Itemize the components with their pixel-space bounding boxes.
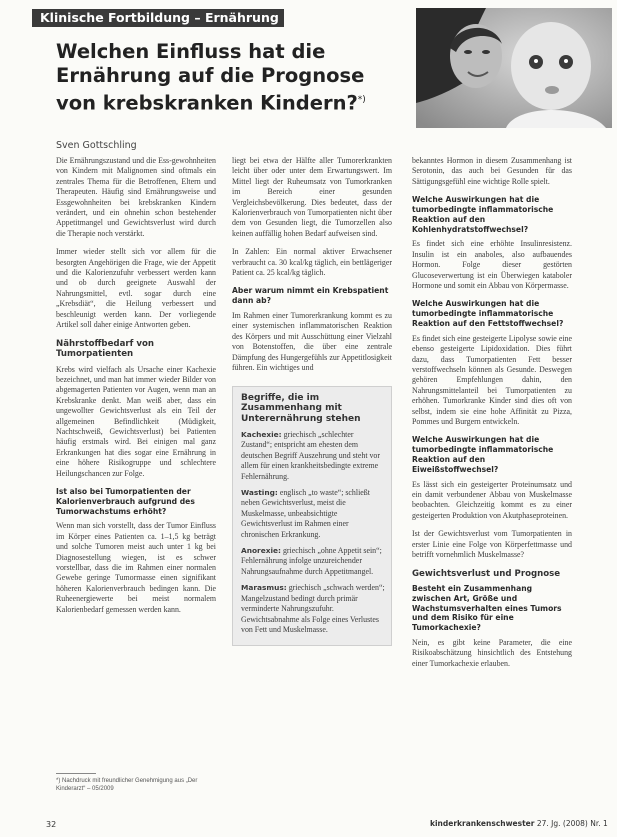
journal-issue: 27. Jg. (2008) Nr. 1 [536, 819, 608, 828]
journal-name: kinderkrankenschwester [430, 819, 535, 828]
paragraph: Nein, es gibt keine Parameter, die eine Risikoabschätzung hinsichtlich des Entstehung einer Tumorkachexie erlauben. [412, 638, 572, 668]
glossary-definition: englisch „to waste“; schließt neben Gewichtsverlust, meist die Muskelmasse, unbeabsichtigte Gewichtsverlust im Rahmen einer chronischen Erkrankung. [241, 488, 370, 539]
question-heading: Ist also bei Tumorpatienten der Kalorienverbrauch aufgrund des Tumorwachstums erhöht? [56, 486, 195, 516]
article-title [56, 40, 396, 116]
paragraph: In Zahlen: Ein normal aktiver Erwachsener verbraucht ca. 30 kcal/kg täglich, ein bettlägeriger Patient ca. 25 kcal/kg täglich. [232, 247, 392, 278]
footnote-divider [56, 773, 96, 774]
glossary-definition: griechisch „ohne Appetit sein“; Fehlernährung infolge unzureichender Nahrungsaufnahme durch Appetitmangel. [241, 546, 382, 576]
glossary-term: Kachexie: [241, 430, 282, 439]
subheading: Nährstoffbedarf von Tumorpatienten [56, 338, 154, 359]
glossary-box [232, 386, 392, 647]
text-column-1 [56, 156, 216, 623]
paragraph: Wenn man sich vorstellt, dass der Tumor Einfluss im Körper eines Patienten ca. 1–1,5 kg beträgt und solche Tumoren meist auch unter 1 kg bei Diagnosestellung wiegen, ist es schwer vorstellbar, dass die im Rahmen einer normalen Gewebe geringe Tumormasse einen signifikant höheren Kalorienverbrauch bedingen kann. Die Ruheenergiewerte bei meist normalem Kalorienbedarf gemessen werden kann. [56, 521, 216, 614]
question-heading: Welche Auswirkungen hat die tumorbedingte inflammatorische Reaktion auf den Kohlenhydratstoffwechsel? [412, 195, 554, 234]
paragraph: Immer wieder stellt sich vor allem für die besorgten Angehörigen die Frage, wie der Appetit und die Kalorienzufuhr verbessert werden kann und ob durch geeignete Auswahl der Nahrungsmittel, evtl. sogar durch eine „Krebsdiät“, die Heilung verbessert und beschleunigt werden kann. Der vorliegende Artikel soll daher einige Antworten geben. [56, 247, 216, 330]
paragraph: Krebs wird vielfach als Ursache einer Kachexie bezeichnet, und man hat immer wieder Bilder von abgemagerten Patienten vor Augen, wenn man an Krebskranke denkt. Man weiß aber, dass ein ungewollter Gewichtsverlust als ein Teil der allgemeinen Befindlichkeit (Müdigkeit, Nachtschweiß, Gewichtsverlust) bei Patienten häufig erstmals wird. Bei einigen mal ganz Erkrankungen hat dies sogar eine Ernährung in eine höhere Risikogruppe und schlechtere Heilungschancen zur Folge. [56, 364, 216, 478]
question-heading: Welche Auswirkungen hat die tumorbedingte inflammatorische Reaktion auf den Eiweißstoffwechsel? [412, 435, 554, 474]
paragraph: Im Rahmen einer Tumorerkrankung kommt es zu einer systemischen inflammatorischen Reaktion des Körpers und mit Ausschüttung einer Vielzahl von Botenstoffen, die über eine zentrale Dämpfung des Hungergefühls zur Appetitlosigkeit führen. Ein wichtiges und [232, 311, 392, 373]
paragraph: bekanntes Hormon in diesem Zusammenhang ist Serotonin, das auch bei Gesunden für das Sättigungsgefühl eine wichtige Rolle spielt. [412, 156, 572, 186]
question-heading: Besteht ein Zusammenhang zwischen Art, Größe und Wachstumsverhalten eines Tumors und dem Risiko für eine Tumorkachexie? [412, 584, 562, 633]
glossary-title: Begriffe, die im Zusammenhang mit Unterernährung stehen [241, 392, 361, 424]
journal-footer [430, 819, 608, 828]
glossary-entry [241, 488, 385, 540]
subheading: Gewichtsverlust und Prognose [412, 568, 561, 579]
article-title-text: Welchen Einfluss hat die Ernährung auf die Prognose von krebskranken Kindern? [56, 40, 365, 115]
glossary-definition: griechisch „schwach werden“; Mangelzustand bedingt durch primär verminderte Nahrungszufuhr. Gewichtsabnahme als Folge eines Verlustes von Fett und Muskelmasse. [241, 583, 385, 634]
section-rubric: Klinische Fortbildung – Ernährung [32, 9, 284, 27]
paragraph: Die Ernährungszustand und die Ess-gewohnheiten von Kindern mit Malignomen sind oftmals ein zentrales Thema für die Betroffenen, Eltern und Therapeuten. Häufig sind Ernährungsweise und Essgewohnheiten bei krebskranken Kindern verändert, und ein ohnehin schon bestehender Appetitmangel und Gewichtsverlust wird durch die Therapie noch verstärkt. [56, 156, 216, 238]
paragraph: Ist der Gewichtsverlust vom Tumorpatienten in erster Linie eine Folge von Körperfettmasse und betrifft vornehmlich Muskelmasse? [412, 529, 572, 560]
glossary-term: Anorexie: [241, 546, 281, 556]
page-number: 32 [46, 820, 57, 829]
question-heading: Aber warum nimmt ein Krebspatient dann ab? [232, 286, 389, 306]
glossary-entry [241, 430, 385, 482]
title-footnote-mark: *) [357, 95, 366, 105]
glossary-entry [241, 546, 385, 577]
paragraph: Es findet sich eine gesteigerte Lipolyse sowie eine ebenso gesteigerte Lipidoxidation. Dies führt dazu, dass Tumorpatienten Fett besser verstoffwechseln können als Gesunde. Deswegen gehören Empfehlungen dahin, den Nahrungsmittelanteil bei Tumorpatienten zu erhöhen. Tumorkranke Kinder sind dies oft von selbst, indem sie eine hohe Affinität zu Pizza, Pommes und Burgern entwickeln. [412, 333, 572, 427]
text-column-3 [412, 156, 572, 677]
text-column-2 [232, 156, 392, 646]
paragraph: liegt bei etwa der Hälfte aller Tumorerkrankten leicht über oder unter dem Erwartungswert. Im Mittel liegt der Ruheumsatz von Tumorkranken im Bereich einer gesunden Vergleichsbevölkerung. Dies bedeutet, dass der Kalorienverbrauch von Tumorpatienten nicht über dem von Gesunden liegt, die Tumorzellen also keinen auffällig hohen Bedarf aufweisen sind. [232, 156, 392, 238]
glossary-definition: griechisch „schlechter Zustand“; entspricht am ehesten dem deutschen Begriff Auszehrung und steht vor allem für einen krankheitsbedingte extreme Fehlernährung. [241, 430, 381, 481]
paragraph: Es lässt sich ein gesteigerter Proteinumsatz und ein damit verbundener Abbau von Muskelmasse beobachten. Gleichzeitig kommt es zu einer gesteigerten Produktion von Akutphaseproteinen. [412, 479, 572, 520]
author-name: Sven Gottschling [56, 140, 137, 151]
mother-and-baby-photo [416, 8, 612, 128]
paragraph: Es findet sich eine erhöhte Insulinresistenz. Insulin ist ein anaboles, also aufbauendes Hormon. Folge dieser gestörten Glucoseverwertung ist ein Überwiegen kataboler Hormone und somit ein Abbau von Körpermasse. [412, 239, 572, 291]
glossary-term: Wasting: [241, 488, 278, 498]
question-heading: Welche Auswirkungen hat die tumorbedingte inflammatorische Reaktion auf den Fettstoffwechsel? [412, 299, 564, 329]
glossary-entry [241, 583, 385, 635]
footnote: *) Nachdruck mit freundlicher Genehmigung aus „Der Kinderarzt“ – 05/2009 [56, 778, 198, 792]
glossary-term: Marasmus: [241, 583, 287, 593]
